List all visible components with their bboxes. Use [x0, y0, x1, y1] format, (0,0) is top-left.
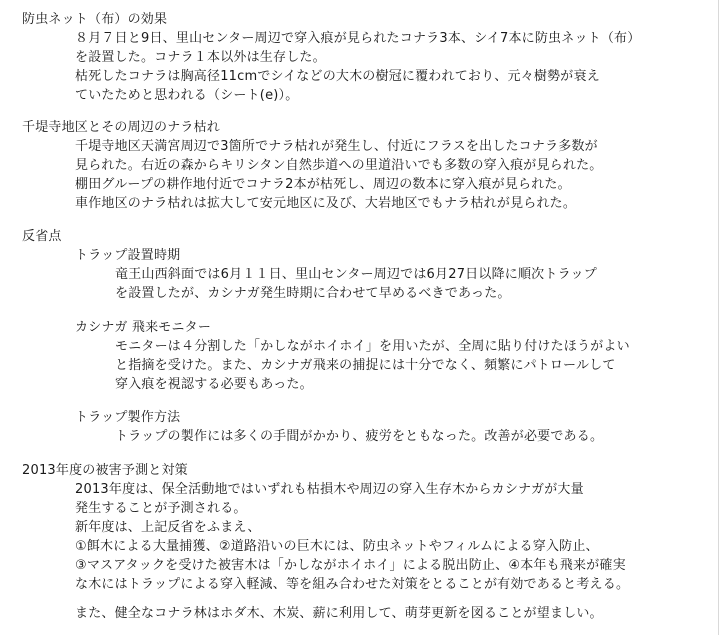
- subsection-heading-trap-timing: トラップ設置時期: [75, 248, 181, 263]
- body-line: 車作地区のナラ枯れは拡大して安元地区に及び、大岩地区でもナラ枯れが見られた。: [75, 196, 577, 211]
- subsection-heading-trap-making: トラップ製作方法: [75, 410, 181, 425]
- body-line: モニターは４分割した「かしながホイホイ」を用いたが、全周に貼り付けたほうがよい: [115, 339, 630, 354]
- section-heading-reflections: 反省点: [22, 229, 62, 244]
- section-heading-bug-net: 防虫ネット（布）の効果: [22, 12, 168, 27]
- body-line: 枯死したコナラは胸高径11cmでシイなどの大木の樹冠に覆われており、元々樹勢が衰え: [75, 69, 600, 84]
- body-line: 見られた。右近の森からキリシタン自然歩道への里道沿いでも多数の穿入痕が見られた。: [75, 158, 603, 173]
- body-line: ③マスアタックを受けた被害木は「かしながホイホイ」による脱出防止、④本年も飛来が確実: [75, 558, 626, 573]
- subsection-heading-monitor: カシナガ 飛来モニター: [75, 320, 212, 335]
- section-heading-sendaiji: 千堤寺地区とその周辺のナラ枯れ: [22, 120, 221, 135]
- body-line: 2013年度は、保全活動地ではいずれも枯損木や周辺の穿入生存木からカシナガが大量: [75, 482, 584, 497]
- body-line: 穿入痕を視認する必要もあった。: [115, 377, 313, 392]
- body-line: 千堤寺地区天満宮周辺で3箇所でナラ枯れが発生し、付近にフラスを出したコナラ多数が: [75, 139, 598, 154]
- body-line: トラップの製作には多くの手間がかかり、疲労をともなった。改善が必要である。: [115, 429, 604, 444]
- body-line: ８月７日と9日、里山センター周辺で穿入痕が見られたコナラ3本、シイ7本に防虫ネット（布）: [75, 31, 641, 46]
- body-line: 発生することが予測される。: [75, 501, 247, 516]
- body-line: を設置したが、カシナガ発生時期に合わせて早めるべきであった。: [115, 286, 511, 301]
- body-line: と指摘を受けた。また、カシナガ飛来の捕捉には十分でなく、頻繁にパトロールして: [115, 358, 616, 373]
- section-heading-2013-forecast: 2013年度の被害予測と対策: [22, 463, 188, 478]
- body-line: 新年度は、上記反省をふまえ、: [75, 520, 261, 535]
- body-line: 棚田グループの耕作地付近でコナラ2本が枯死し、周辺の数本に穿入痕が見られた。: [75, 177, 571, 192]
- body-line: ①餌木による大量捕獲、②道路沿いの巨木には、防虫ネットやフィルムによる穿入防止、: [75, 539, 599, 554]
- body-line: を設置した。コナラ１本以外は生存した。: [75, 50, 326, 65]
- body-line: ていたためと思われる（シート(e)）。: [75, 88, 299, 103]
- body-line: また、健全なコナラ林はホダ木、木炭、薪に利用して、萌芽更新を図ることが望ましい。: [75, 606, 603, 621]
- body-line: 竜王山西斜面では6月１１日、里山センター周辺では6月27日以降に順次トラップ: [115, 267, 597, 282]
- body-line: な木にはトラップによる穿入軽減、等を組み合わせた対策をとることが有効であると考える。: [75, 577, 630, 592]
